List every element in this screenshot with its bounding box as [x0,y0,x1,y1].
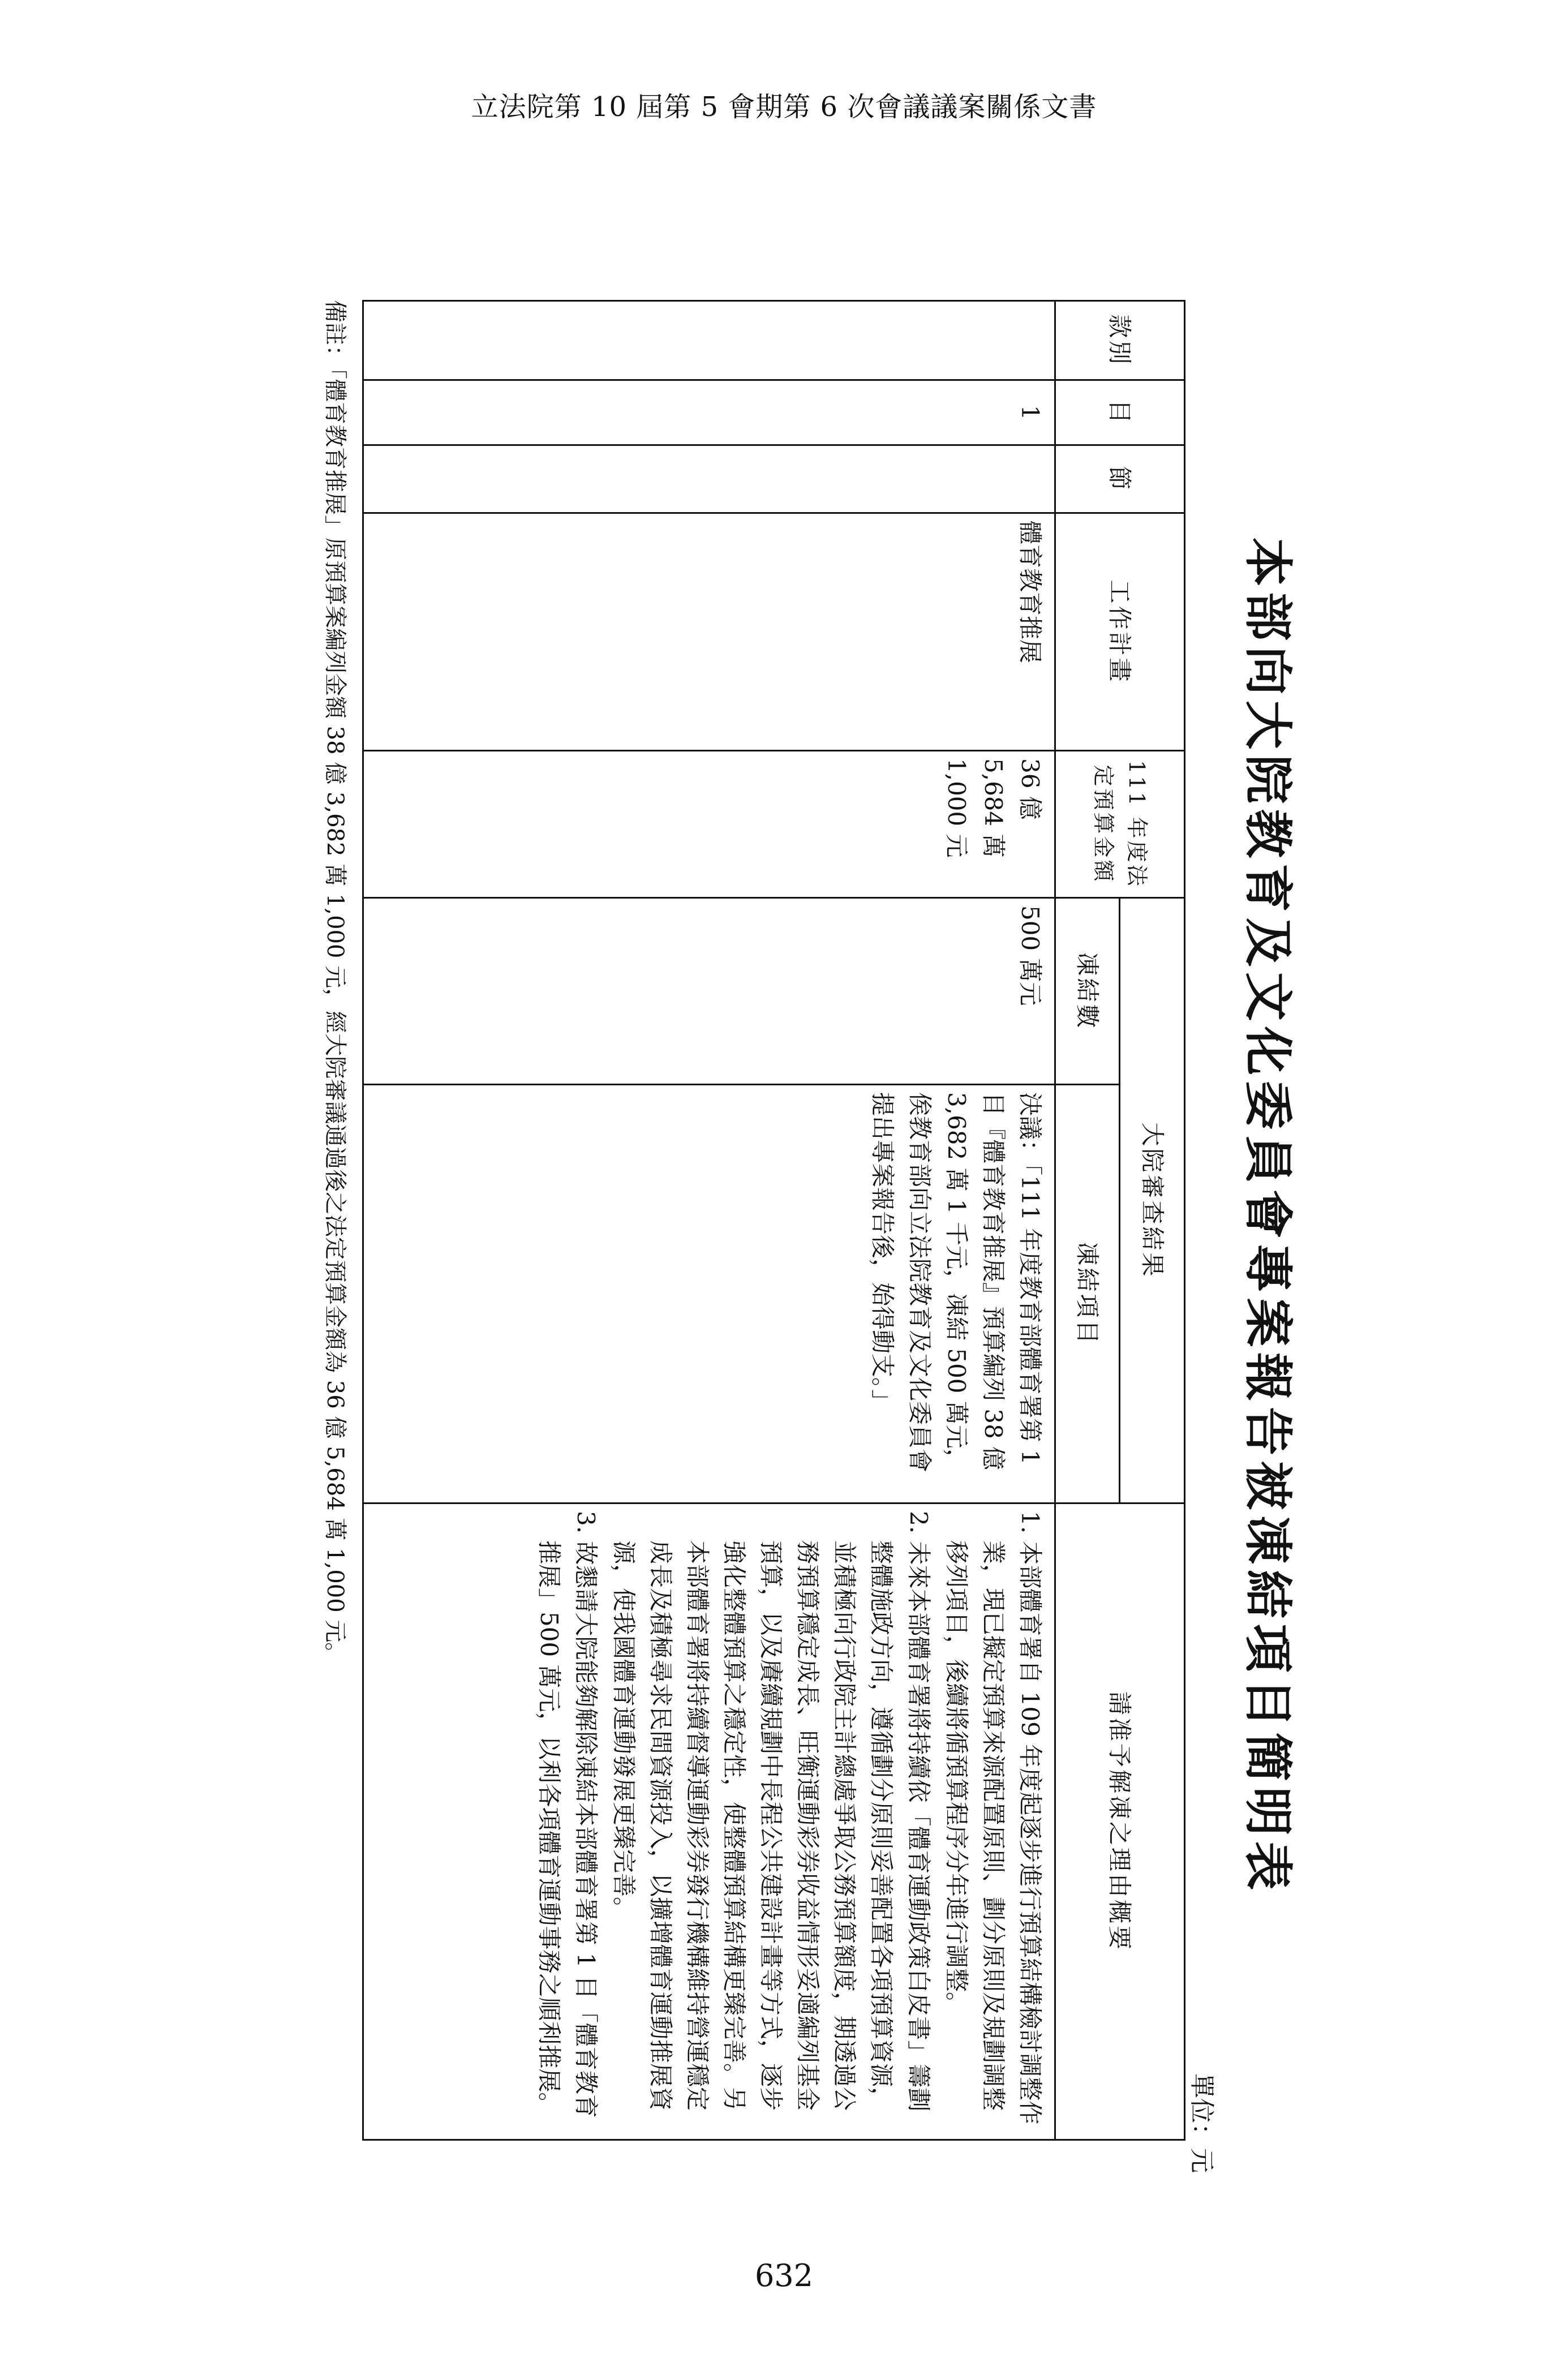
running-header: 立法院第 10 屆第 5 會期第 6 次會議議案關係文書 [471,91,1097,123]
reason-item-1: 1. 本部體育署自 109 年度起逐步進行預算結構檢討調整作業，現已擬定預算來源配置原則、劃分原則及規劃調整移列項目，後續將循預算程序分年進行調整。 [942,1511,1044,2125]
footnote: 備註：「體育教育推展」原預算案編列金額 38 億 3,682 萬 1,000 元，經大院審議通過後之法定預算金額為 36 億 5,684 萬 1,000 元。 [322,300,348,1665]
col-header-mu: 目 [1055,380,1184,445]
cell-frozen-amount: 500 萬元 [363,898,1055,1085]
cell-reasons [363,1503,1055,2140]
cell-plan: 體育教育推展 [363,513,1055,751]
table-row [363,301,1055,2140]
cell-jie [363,445,1055,513]
header-row-1 [1120,301,1185,2140]
document-title: 本部向大院教育及文化委員會專案報告被凍結項目簡明表 [1239,538,1296,1896]
cell-budget: 36 億 5,684 萬 1,000 元 [363,751,1055,898]
col-header-reasons: 請准予解凍之理由概要 [1055,1503,1184,2140]
frozen-items-table [362,300,1185,2141]
col-header-review-result: 大院審查結果 [1120,898,1185,1503]
reason-item-3: 3. 故懇請大院能夠解除凍結本部體育署第 1 目「體育教育推展」500 萬元，以利各項體育運動事務之順利推展。 [535,1511,600,2118]
reason-item-2: 2. 未來本部體育署將持續依「體育運動政策白皮書」籌劃整體施政方向，遵循劃分原則妥善配置各項預算資源，並積極向行政院主計總處爭取公務預算額度，期透過公務預算穩定成長、旺衡運動彩券收益情形妥適編列基金預算，以及賡續規劃中長程公共建設計畫等方式，逐步強化整體預算之穩定性，使整體預算結構更臻完善。另本部體育署將持續督導運動彩券發行機構維持營運穩定成長及積極尋求民間資源投入，以擴增體育運動推展資源，使我國體育運動發展更臻完善。 [609,1511,933,2112]
cell-frozen-item: 決議：「111 年度教育部體育署第 1 目『體育教育推展』預算編列 38 億 3,682 萬 1 千元，凍結 500 萬元，俟教育部向立法院教育及文化委員會提出專案報告後，始得動支。」 [363,1085,1055,1503]
col-header-budget: 111 年度法定預算金額 [1055,751,1184,898]
cell-kuan [363,301,1055,380]
unit-label: 單位：元 [1187,2073,1216,2173]
col-header-kuan: 款別 [1055,301,1184,380]
page-number: 632 [754,2258,814,2293]
col-header-jie: 節 [1055,445,1184,513]
col-header-frozen-amount: 凍結數 [1055,898,1120,1085]
rotated-page-content [221,243,1307,2190]
col-header-frozen-item: 凍結項目 [1055,1085,1120,1503]
col-header-plan: 工作計畫 [1055,513,1184,751]
cell-mu: 1 [363,380,1055,445]
